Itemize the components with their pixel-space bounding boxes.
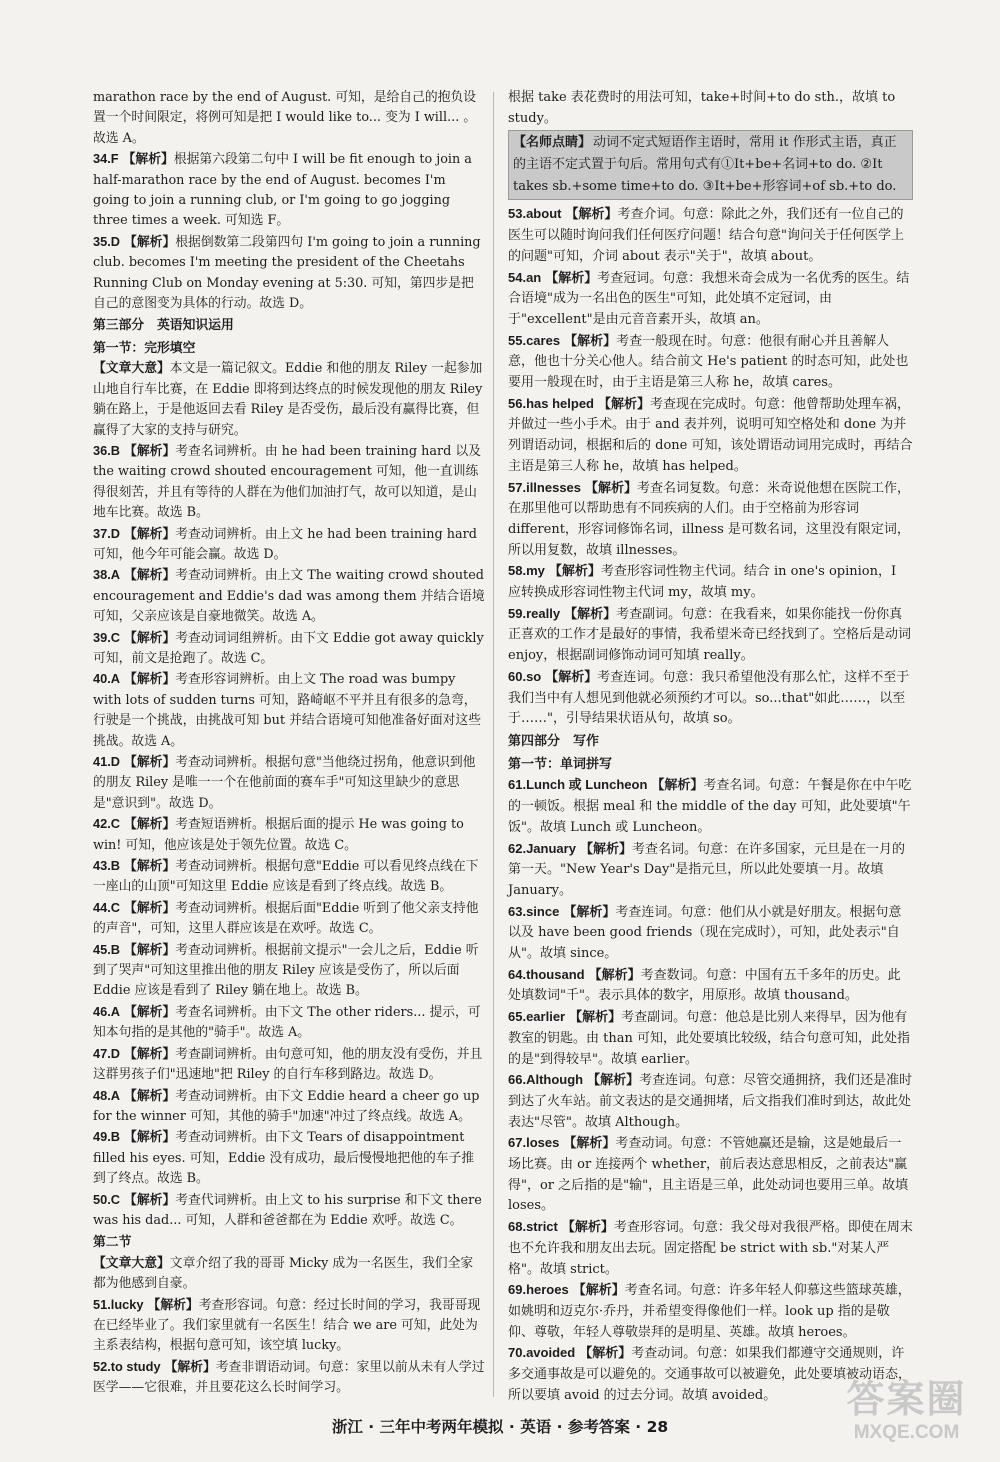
analysis-text: 考查副词。句意：他总是比别人来得早，因为他有教室的钥匙。由 than 可知，此处要填比较级，结合句意可知，此处指的是"到得较早"。故填 earlier。 xyxy=(508,1010,910,1067)
question-number: 61. xyxy=(508,777,527,793)
analysis-text: 根据倒数第二段第四句 I'm going to join a running club. becomes I'm meeting the president of the Cheetahs Running Club on Monday evening at 5:30. 可知，第四步是把自己的意图变为具体的行动。故选 D。 xyxy=(93,234,481,312)
analysis-text: 本文是一篇记叙文。Eddie 和他的朋友 Riley 一起参加山地自行车比赛，在 Eddie 即将到达终点的时候发现他的朋友 Riley 躺在路上，于是他返回去看 Riley 是否受伤，最后没有赢得比赛，但赢得了大家的支持与研究。 xyxy=(93,361,483,438)
question-number: 64. xyxy=(508,966,527,982)
analysis-tag: 【解析】 xyxy=(572,1283,625,1299)
answer-item xyxy=(93,441,485,524)
analysis-tag: 【解析】 xyxy=(124,1004,176,1020)
analysis-text: 考查动词辨析。根据句意"当他绕过拐角，他意识到他的朋友 Riley 是唯一一个在他前面的赛车手"可知这里缺少的意思是"意识到"。故选 D。 xyxy=(93,755,476,811)
analysis-text: 考查副词辨析。由句意可知，他的朋友没有受伤，并且这群男孩子们"迅速地"把 Riley 的自行车移到路边。故选 D。 xyxy=(93,1046,483,1083)
question-number: 46. xyxy=(93,1003,111,1019)
analysis-text: 考查连词。句意：尽管交通拥挤，我们还是准时到达了火车站。前文表达的是交通拥堵，后文指我们准时到达，故此处表达"尽管"。故填 Although。 xyxy=(508,1073,913,1130)
answer-item xyxy=(508,902,913,965)
answer-value: A xyxy=(110,1003,121,1019)
question-number: 66. xyxy=(508,1072,527,1088)
answer-value: A xyxy=(110,671,121,687)
question-number: 54. xyxy=(508,269,527,285)
question-number: 41. xyxy=(93,754,111,769)
analysis-text: 考查名词。句意：午餐是你在中午吃的一顿饭。根据 meal 和 the middle of the day 可知，此处要填"午饭"。故填 Lunch 或 Luncheon。 xyxy=(508,778,912,835)
answer-item xyxy=(93,232,485,315)
analysis-tag: 【解析】 xyxy=(124,859,176,875)
analysis-tag: 【解析】 xyxy=(124,755,176,770)
left-column xyxy=(93,88,485,1399)
analysis-tag: 【解析】 xyxy=(564,606,617,622)
analysis-text: 考查一般现在时。句意：他很有耐心并且善解人意，他也十分关心他人。结合前文 He's patient 的时态可知，此处也要用一般现在时，由于主语是第三人称 he，故填 cares。 xyxy=(508,333,909,391)
answer-value: F xyxy=(110,151,119,167)
answer-value: D xyxy=(110,525,121,541)
question-number: 39. xyxy=(93,629,111,645)
watermark-brand: 答案圈 xyxy=(846,1379,967,1421)
analysis-text: 考查动词。句意：如果我们都遵守交通规则，许多交通事故是可以避免的。交通事故可以被避免，此处要填被动语态，所以要填 avoid 的过去分词。故填 avoided。 xyxy=(508,1346,912,1403)
answer-value: to study xyxy=(110,1358,161,1374)
analysis-text: 考查形容词辨析。由上文 The road was bumpy with lots of sudden turns 可知，路崎岖不平并且有很多的急弯，行驶是一个挑战，由挑战可知 but 并结合语境可知他准备好面对这些挑战。故选 A。 xyxy=(93,672,482,749)
tip-text: 动词不定式短语作主语时，常用 it 作形式主语，真正的主语不定式置于句后。常用句式有①It+be+名词+to do. ②It takes sb.+some time+to do. ③It+be+形容词+of sb.+to do. xyxy=(513,135,897,195)
answer-value: B xyxy=(110,1129,121,1145)
answer-value: loses xyxy=(526,1135,560,1151)
answer-item xyxy=(508,394,913,478)
answer-item xyxy=(508,1133,913,1217)
answer-item xyxy=(93,1357,485,1399)
question-number: 63. xyxy=(508,903,527,919)
answer-value: D xyxy=(110,754,121,769)
answer-item xyxy=(508,268,913,331)
analysis-text: 考查动词辨析。由下文 Eddie heard a cheer go up for the winner 可知，其他的骑手"加速"冲过了终点线。故选 A。 xyxy=(93,1088,480,1124)
analysis-tag: 【解析】 xyxy=(124,234,176,250)
answer-item xyxy=(508,561,913,603)
answer-value: so xyxy=(526,668,542,684)
analysis-text: 考查介词。句意：除此之外，我们还有一位自己的医生可以随时询问我们任何医疗问题！结合句意"询问关于任何医学上的问题"可知，介词 about 表示"关于"，故填 about。 xyxy=(508,207,904,264)
analysis-text: 考查动词辨析。根据句意"Eddie 可以看见终点线在下一座山的山顶"可知这里 Eddie 应该是看到了终点线。故选 B。 xyxy=(93,859,479,895)
analysis-text: 考查代词辨析。由上文 to his surprise 和下文 there was his dad... 可知，人群和爸爸都在为 Eddie 欢呼。故选 C。 xyxy=(93,1192,482,1228)
answer-item xyxy=(508,478,913,562)
analysis-text: 考查现在完成时。句意：他曾帮助处理车祸，并做过一些小手术。由于 and 表并列，说明可知空格处和 done 为并列谓语动词，根据和后的 done 可知，该处谓语动词用完成时，再结合主语是第三人称 he，故填 has helped。 xyxy=(508,396,913,474)
question-number: 56. xyxy=(508,395,527,411)
answer-value: D xyxy=(110,1045,121,1061)
answer-value: A xyxy=(110,1087,121,1103)
analysis-text: 考查形容词。句意：经过长时间的学习，我哥哥现在已经毕业了。我们家里就有一名医生！结合 we are 可知，此处为主系表结构，根据句意可知，该空填 lucky。 xyxy=(93,1297,481,1354)
analysis-tag: 【解析】 xyxy=(579,1346,632,1362)
analysis-tag: 【解析】 xyxy=(164,1359,216,1375)
analysis-tag: 【解析】 xyxy=(124,942,176,958)
analysis-text: 考查名词。句意：许多年轻人仰慕这些篮球英雄，如姚明和迈克尔·乔丹，并希望变得像他们一样。look up 指的是敬仰、尊敬，年轻人尊敬崇拜的是明星、英雄。故填 heroes。 xyxy=(508,1283,911,1340)
analysis-tag: 【解析】 xyxy=(147,1297,199,1313)
analysis-tag: 【解析】 xyxy=(585,480,638,496)
answer-value: heroes xyxy=(526,1282,569,1298)
analysis-tag: 【解析】 xyxy=(587,1073,640,1089)
answer-value: B xyxy=(110,858,121,874)
question-number: 47. xyxy=(93,1045,111,1061)
analysis-tag: 【解析】 xyxy=(561,1220,614,1236)
answer-item xyxy=(93,669,485,752)
answer-value: really xyxy=(526,605,561,621)
analysis-text: 考查动词辨析。根据前文提示"一会儿之后，Eddie 听到了哭声"可知这里推出他的朋友 Riley 应该是受伤了，所以后面 Eddie 应该是看到了 Riley 躺在地上。故选 B。 xyxy=(93,942,479,999)
analysis-tag: 【解析】 xyxy=(124,1088,176,1104)
answer-value: January xyxy=(526,840,576,856)
answer-value: about xyxy=(526,206,562,222)
answer-value: Although xyxy=(526,1072,584,1088)
analysis-tag: 【解析】 xyxy=(588,967,641,983)
answer-item xyxy=(508,204,913,267)
answer-value: B xyxy=(110,442,121,458)
answer-value: C xyxy=(110,1191,121,1207)
analysis-text: 考查动词词组辨析。由下文 Eddie got away quickly 可知，前文是抢跑了。故选 C。 xyxy=(93,630,484,666)
analysis-text: 考查名词辨析。由下文 The other riders... 提示，可知本句指的是其他的"骑手"。故选 A。 xyxy=(93,1004,481,1041)
answer-value: lucky xyxy=(110,1296,144,1312)
answer-item xyxy=(93,1190,485,1232)
analysis-text: 考查形容词性物主代词。结合 in one's opinion，I 应转换成形容词性物主代词 my，故填 my。 xyxy=(508,564,897,601)
question-number: 68. xyxy=(508,1219,527,1235)
section-heading: 第四部分 写作 xyxy=(508,733,600,749)
answer-value: A xyxy=(110,567,121,583)
answer-value: Lunch 或 Luncheon xyxy=(526,777,648,793)
answer-item xyxy=(508,1007,913,1070)
question-number: 65. xyxy=(508,1009,527,1025)
continued-text: 根据 take 表花费时的用法可知，take+时间+to do sth.，故填 to study。 xyxy=(508,90,896,126)
answer-item xyxy=(93,359,485,441)
answer-value: an xyxy=(526,269,542,285)
answer-item xyxy=(508,839,913,902)
question-number: 67. xyxy=(508,1135,527,1151)
answer-item xyxy=(93,1044,485,1086)
answer-value: since xyxy=(526,903,560,919)
answer-value: illnesses xyxy=(526,479,582,495)
column-divider xyxy=(493,92,494,1397)
analysis-tag: 【解析】 xyxy=(545,669,598,685)
question-number: 40. xyxy=(93,671,111,687)
question-number: 44. xyxy=(93,899,111,915)
answer-value: C xyxy=(110,629,121,645)
analysis-text: 考查名词。句意：在许多国家，元旦是在一月的第一天。"New Year's Day"是指元旦，所以此处要填一月。故填 January。 xyxy=(508,841,905,898)
section-heading: 第一节：完形填空 xyxy=(93,340,196,356)
analysis-tag: 【解析】 xyxy=(569,1010,622,1026)
answer-item xyxy=(93,524,485,566)
question-number: 49. xyxy=(93,1129,111,1145)
analysis-tag: 【解析】 xyxy=(563,904,616,920)
analysis-tag: 【文章大意】 xyxy=(93,361,170,377)
answer-item xyxy=(508,1280,913,1343)
analysis-text: 考查动词辨析。根据后面"Eddie 听到了他父亲支持他的声音"，可知，这里人群应该是在欢呼。故选 C。 xyxy=(93,900,479,937)
answer-item xyxy=(93,565,485,627)
answer-value: my xyxy=(526,563,545,579)
answer-item xyxy=(93,898,485,940)
analysis-tag: 【解析】 xyxy=(564,333,617,349)
answer-item xyxy=(508,775,913,838)
answer-item xyxy=(93,1254,485,1295)
answer-value: D xyxy=(110,233,121,249)
tip-box xyxy=(508,130,913,200)
watermark-logo xyxy=(819,1378,994,1458)
watermark-url: MXQE.COM xyxy=(853,1422,960,1443)
question-number: 59. xyxy=(508,605,527,621)
analysis-tag: 【解析】 xyxy=(598,396,651,412)
question-number: 43. xyxy=(93,858,111,874)
answer-item xyxy=(93,814,485,856)
question-number: 35. xyxy=(93,233,111,249)
analysis-tag: 【解析】 xyxy=(651,778,704,794)
question-number: 36. xyxy=(93,442,111,458)
analysis-tag: 【解析】 xyxy=(124,672,176,688)
answer-value: earlier xyxy=(526,1009,566,1025)
answer-item xyxy=(93,752,485,814)
analysis-text: 考查非谓语动词。句意：家里以前从未有人学过医学——它很难，并且要花这么长时间学习。 xyxy=(93,1359,485,1396)
analysis-text: 考查连词。句意：我只希望他没有那么忙，这样不至于我们当中有人想见到他就必须预约才可以。so...that"如此……，以至于……"，引导结果状语从句，故填 so。 xyxy=(508,669,910,727)
analysis-tag: 【文章大意】 xyxy=(93,1255,170,1271)
analysis-tag: 【解析】 xyxy=(545,270,598,286)
answer-item xyxy=(508,965,913,1007)
question-number: 50. xyxy=(93,1191,111,1207)
analysis-text: 考查动词辨析。由下文 Tears of disappointment filled his eyes. 可知，Eddie 没有成功，最后慢慢地把他的车子推到了终点。故选 B。 xyxy=(93,1130,475,1187)
question-number: 62. xyxy=(508,840,527,856)
question-number: 69. xyxy=(508,1282,527,1298)
analysis-tag: 【解析】 xyxy=(122,152,174,168)
question-number: 37. xyxy=(93,525,111,541)
section-heading: 第三部分 英语知识运用 xyxy=(93,318,234,334)
analysis-text: 考查动词辨析。由上文 The waiting crowd shouted encouragement and Eddie's dad was among them 并结合语境可知，父亲应该是自豪地微笑。故选 A。 xyxy=(93,568,485,625)
answer-item xyxy=(508,604,913,667)
analysis-text: 考查名词复数。句意：米奇说他想在医院工作，在那里他可以帮助患有不同疾病的人们。由于空格前为形容词 different，形容词修饰名词，illness 是可数名词，这里没有限定词，所以用复数，故填 illnesses。 xyxy=(508,480,911,558)
answer-item xyxy=(508,667,913,730)
analysis-tag: 【解析】 xyxy=(124,1192,176,1208)
analysis-tag: 【解析】 xyxy=(579,841,632,857)
analysis-tag: 【解析】 xyxy=(124,1046,176,1062)
answer-value: cares xyxy=(526,332,561,348)
answer-item xyxy=(93,856,485,898)
answer-item xyxy=(93,149,485,232)
analysis-text: 考查名词辨析。由 he had been training hard 以及 the waiting crowd shouted encouragement 可知，他一直训练得很刻苦，并且有等待的人群在为他们加油打气，故可以知道，是山地车比赛。故选 B。 xyxy=(93,443,481,521)
answer-value: C xyxy=(110,899,121,915)
question-number: 58. xyxy=(508,563,527,579)
question-number: 70. xyxy=(508,1345,527,1361)
analysis-tag: 【解析】 xyxy=(563,1136,616,1152)
analysis-text: 考查冠词。句意：我想米奇会成为一名优秀的医生。结合语境"成为一名出色的医生"可知，此处填不定冠词，由于"excellent"是由元音音素开头，故填 an。 xyxy=(508,270,910,327)
question-number: 34. xyxy=(93,151,111,167)
analysis-text: 根据第六段第二句中 I will be fit enough to join a half-marathon race by the end of August. becomes I'm going to join a running club, or I'm going to go jogging three times a week. 可知选 F。 xyxy=(93,152,472,229)
answer-value: B xyxy=(110,941,121,957)
answer-value: thousand xyxy=(526,966,585,982)
question-number: 52. xyxy=(93,1358,111,1374)
answer-item xyxy=(93,1086,485,1128)
analysis-tag: 【解析】 xyxy=(124,817,176,833)
analysis-text: 考查数词。句意：中国有五千多年的历史。此处填数词"千"。表示具体的数字，用原形。故填 thousand。 xyxy=(508,967,901,1004)
question-number: 53. xyxy=(508,206,527,222)
analysis-tag: 【解析】 xyxy=(124,568,176,584)
analysis-tag: 【解析】 xyxy=(124,1130,176,1146)
right-column xyxy=(508,88,913,1406)
analysis-text: 考查动词。句意：不管她赢还是输，这是她最后一场比赛。由 or 连接两个 whether，前后表达意思相反，之前表达"赢得"，or 之后指的是"输"，且主语是三单，此处动词也要用三单。故填 loses。 xyxy=(508,1136,909,1214)
question-number: 38. xyxy=(93,567,111,583)
continued-text: marathon race by the end of August. 可知，是给自己的抱负设置一个时间限定，将例可知是把 I would like to... 变为 I will... 。故选 A。 xyxy=(93,90,477,146)
analysis-text: 考查短语辨析。根据后面的提示 He was going to win! 可知，他应该是处于领先位置。故选 C。 xyxy=(93,817,464,853)
answer-item xyxy=(93,940,485,1002)
question-number: 51. xyxy=(93,1296,111,1312)
answer-item xyxy=(508,1070,913,1133)
question-number: 57. xyxy=(508,479,527,495)
question-number: 55. xyxy=(508,332,527,348)
page-footer: 浙江 · 三年中考两年模拟 · 英语 · 参考答案 · 28 xyxy=(331,1418,669,1436)
answer-item xyxy=(508,1217,913,1280)
question-number: 45. xyxy=(93,941,111,957)
section-heading: 第一节：单词拼写 xyxy=(508,756,613,772)
answer-item xyxy=(93,1127,485,1189)
answer-value: has helped xyxy=(526,395,594,411)
answer-item xyxy=(508,331,913,394)
analysis-text: 文章介绍了我的哥哥 Micky 成为一名医生，我们全家都为他感到自豪。 xyxy=(93,1255,474,1292)
analysis-text: 考查副词。句意：在我看来，如果你能找一份你真正喜欢的工作才是最好的事情，我希望米奇已经找到了。空格后是动词 enjoy，根据副词修饰动词可知填 really。 xyxy=(508,606,912,664)
answer-value: C xyxy=(110,816,121,832)
answer-item xyxy=(93,1002,485,1044)
analysis-text: 考查连词。句意：他们从小就是好朋友。根据句意以及 have been good friends（现在完成时），可知，此处表示"自从"。故填 since。 xyxy=(508,904,902,962)
answer-item xyxy=(93,628,485,670)
analysis-tag: 【解析】 xyxy=(565,207,618,223)
question-number: 48. xyxy=(93,1087,111,1103)
analysis-tag: 【解析】 xyxy=(124,630,176,646)
answer-value: strict xyxy=(526,1219,558,1235)
analysis-tag: 【解析】 xyxy=(124,443,176,459)
analysis-tag: 【解析】 xyxy=(124,900,176,916)
section-heading: 第二节 xyxy=(93,1235,132,1251)
answer-value: avoided xyxy=(526,1345,576,1361)
analysis-text: 考查形容词。句意：我父母对我很严格。即使在周末也不允许我和朋友出去玩。固定搭配 be strict with sb."对某人严格"。故填 strict。 xyxy=(508,1220,913,1277)
analysis-tag: 【解析】 xyxy=(548,564,601,580)
analysis-text: 考查动词辨析。由上文 he had been training hard 可知，他今年可能会赢。故选 D。 xyxy=(93,526,477,562)
question-number: 42. xyxy=(93,816,111,832)
analysis-tag: 【解析】 xyxy=(124,526,176,542)
answer-item xyxy=(93,1295,485,1357)
question-number: 60. xyxy=(508,668,527,684)
tip-tag: 【名师点睛】 xyxy=(513,135,592,151)
